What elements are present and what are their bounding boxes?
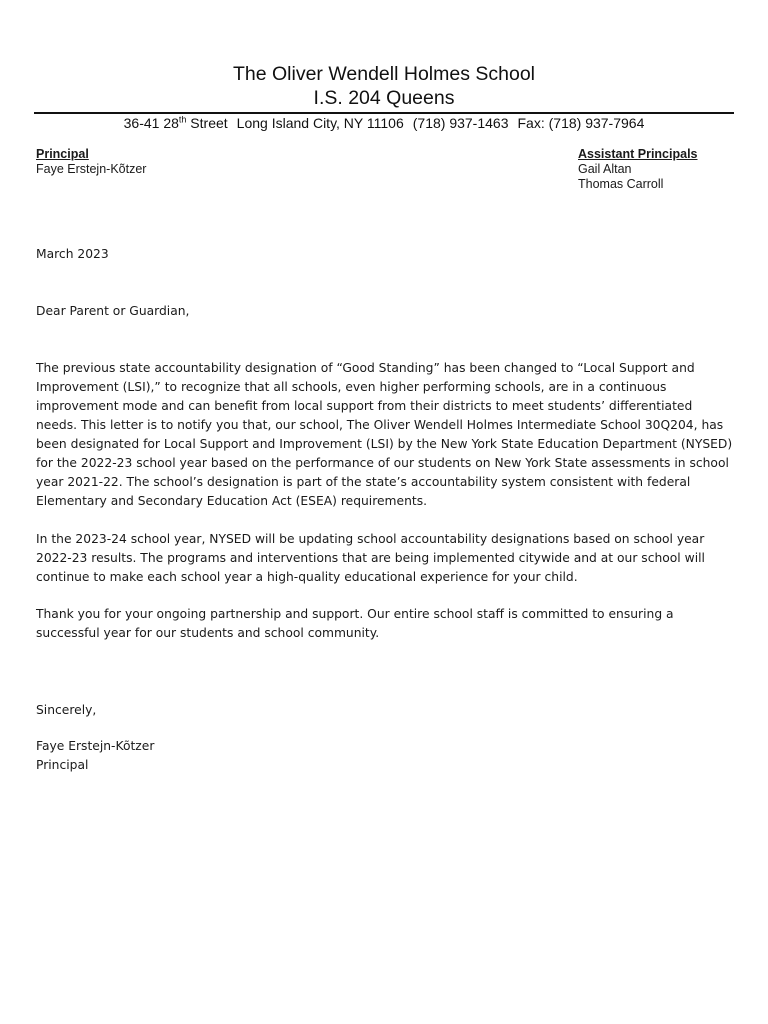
assistant-principals-block	[578, 147, 698, 192]
paragraph-text: Thank you for your ongoing partnership and support. Our entire school staff is committed to ensuring a successful year for our students and school community.	[36, 607, 674, 640]
assistant-principal-name: Gail Altan	[578, 162, 632, 176]
phone-number: (718) 937-1463	[412, 115, 509, 131]
principal-name: Faye Erstejn-Kõtzer	[36, 162, 147, 176]
letter-date: March 2023	[36, 247, 109, 261]
signature-block	[36, 737, 736, 775]
principal-block	[36, 147, 146, 177]
principal-heading: Principal	[36, 147, 89, 161]
city-state-zip: Long Island City, NY 11106	[236, 115, 404, 131]
street-ordinal: th	[178, 114, 187, 125]
street-number: 36-41 28	[123, 115, 179, 131]
fax-number: Fax: (718) 937-7964	[517, 115, 645, 131]
closing: Sincerely,	[36, 703, 97, 717]
school-name: The Oliver Wendell Holmes School	[232, 63, 535, 85]
assistant-principals-heading: Assistant Principals	[578, 147, 698, 161]
salutation: Dear Parent or Guardian,	[36, 304, 190, 318]
signer-name: Faye Erstejn-Kõtzer	[36, 739, 155, 753]
paragraph-next-year	[36, 530, 736, 587]
school-subtitle: I.S. 204 Queens	[313, 87, 455, 109]
paragraph-thanks	[36, 605, 736, 643]
paragraph-text: In the 2023-24 school year, NYSED will be updating school accountability designations based on school year 2022-23 results. The programs and interventions that are being implemented citywide and at our school will continue to make each school year a high-quality educational experience for your child.	[36, 532, 705, 584]
letterhead	[34, 62, 734, 110]
paragraph-text: The previous state accountability designation of “Good Standing” has been changed to “Local Support and Improvement (LSI),” to recognize that all schools, even higher performing schools, are in a continuous improvement mode and can benefit from local support from their districts to meet students’ differentiated needs. This letter is to notify you that, our school, The Oliver Wendell Holmes Intermediate School 30Q204, has been designated for Local Support and Improvement (LSI) by the New York State Education Department (NYSED) for the 2022-23 school year based on the performance of our students on New York State assessments in school year 2021-22. The school’s designation is part of the state’s accountability system consistent with federal Elementary and Secondary Education Act (ESEA) requirements.	[36, 361, 733, 508]
assistant-principal-name: Thomas Carroll	[578, 177, 664, 191]
signer-title: Principal	[36, 758, 89, 772]
paragraph-designation	[36, 359, 736, 511]
street-name: Street	[186, 115, 228, 131]
school-address	[34, 114, 734, 132]
